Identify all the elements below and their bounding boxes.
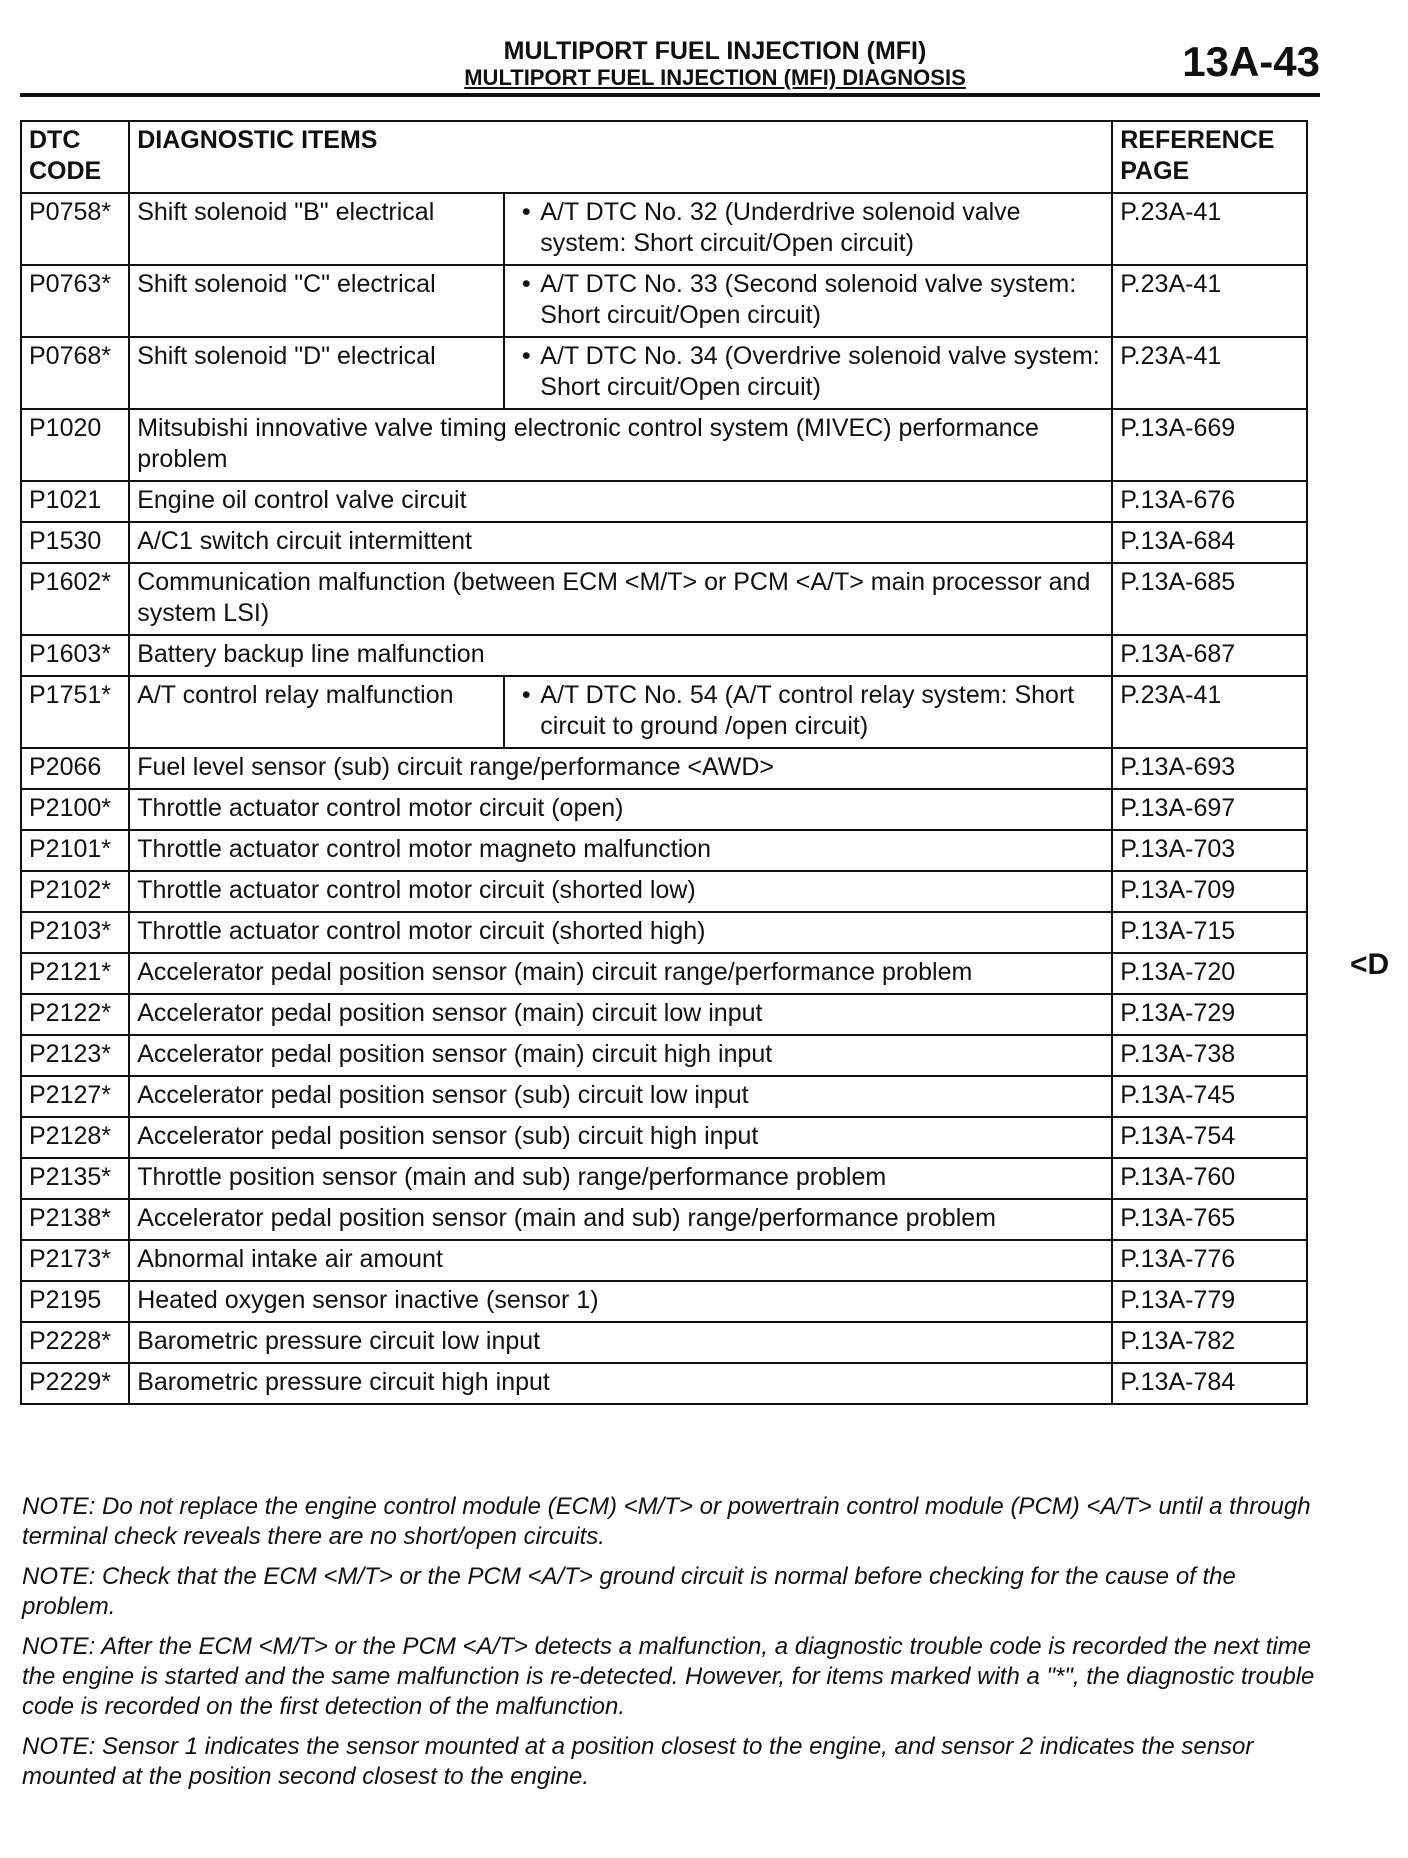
table-row (21, 953, 1307, 994)
table-row (21, 337, 1307, 409)
dtc-code-cell: P1021 (21, 481, 129, 522)
table-row (21, 193, 1307, 265)
diagnostic-item-cell: Abnormal intake air amount (129, 1240, 1112, 1281)
table-row (21, 994, 1307, 1035)
reference-page-cell: P.13A-709 (1112, 871, 1307, 912)
detail-cell (504, 265, 1112, 337)
page-subtitle: MULTIPORT FUEL INJECTION (MFI) DIAGNOSIS (464, 65, 966, 90)
table-row (21, 789, 1307, 830)
dtc-code-cell: P2228* (21, 1322, 129, 1363)
dtc-code-cell: P1602* (21, 563, 129, 635)
dtc-code-cell: P2127* (21, 1076, 129, 1117)
table-row (21, 912, 1307, 953)
detail-cell (504, 193, 1112, 265)
dtc-code-cell: P2100* (21, 789, 129, 830)
reference-page-cell: P.13A-703 (1112, 830, 1307, 871)
table-row (21, 1322, 1307, 1363)
page-title: MULTIPORT FUEL INJECTION (MFI) (503, 37, 927, 65)
diagnostic-item-cell: Communication malfunction (between ECM <M/T> or PCM <A/T> main processor and system LSI) (129, 563, 1112, 635)
reference-page-cell: P.13A-738 (1112, 1035, 1307, 1076)
bullet-glyph: • (521, 270, 531, 298)
diagnostic-item-cell: Throttle actuator control motor circuit (open) (129, 789, 1112, 830)
dtc-code-cell: P2102* (21, 871, 129, 912)
dtc-code-cell: P0758* (21, 193, 129, 265)
reference-page-cell: P.13A-693 (1112, 748, 1307, 789)
dtc-code-cell: P2173* (21, 1240, 129, 1281)
table-row (21, 676, 1307, 748)
bullet-glyph: • (521, 681, 531, 709)
header-titles (20, 36, 1320, 90)
reference-page-cell: P.23A-41 (1112, 193, 1307, 265)
header-diagnostic-items: DIAGNOSTIC ITEMS (129, 121, 1112, 193)
table-header-row (21, 121, 1307, 193)
note-text: NOTE: Do not replace the engine control module (ECM) <M/T> or powertrain control module (PCM) <A/T> until a through terminal check reveals there are no short/open circuits. (22, 1493, 1311, 1550)
bullet-line (512, 269, 1104, 331)
reference-page-cell: P.13A-776 (1112, 1240, 1307, 1281)
table-row (21, 265, 1307, 337)
reference-page-cell: P.13A-715 (1112, 912, 1307, 953)
detail-text: A/T DTC No. 32 (Underdrive solenoid valve system: Short circuit/Open circuit) (540, 198, 1021, 257)
diagnostic-item-cell: A/T control relay malfunction (129, 676, 504, 748)
diagnostic-item-cell: Shift solenoid "B" electrical (129, 193, 504, 265)
table-row (21, 1240, 1307, 1281)
dtc-code-cell: P2066 (21, 748, 129, 789)
detail-cell (504, 676, 1112, 748)
table-row (21, 1117, 1307, 1158)
dtc-code-cell: P2138* (21, 1199, 129, 1240)
table-row (21, 1035, 1307, 1076)
page-header (20, 36, 1320, 96)
dtc-code-cell: P0768* (21, 337, 129, 409)
reference-page-cell: P.13A-784 (1112, 1363, 1307, 1404)
dtc-code-cell: P1530 (21, 522, 129, 563)
header-reference-page: REFERENCE PAGE (1112, 121, 1307, 193)
dtc-code-cell: P2122* (21, 994, 129, 1035)
detail-text: A/T DTC No. 34 (Overdrive solenoid valve system: Short circuit/Open circuit) (540, 342, 1100, 401)
table-row (21, 748, 1307, 789)
diagnostic-item-cell: Accelerator pedal position sensor (main) circuit range/performance problem (129, 953, 1112, 994)
diagnostic-item-cell: Accelerator pedal position sensor (sub) circuit high input (129, 1117, 1112, 1158)
bullet-line (512, 680, 1104, 742)
header-dtc-code: DTC CODE (21, 121, 129, 193)
detail-text: A/T DTC No. 54 (A/T control relay system: Short circuit to ground /open circuit) (540, 681, 1075, 740)
table-row (21, 830, 1307, 871)
note-text: NOTE: Sensor 1 indicates the sensor mounted at a position closest to the engine, and sensor 2 indicates the sensor mounted at the position second closest to the engine. (22, 1733, 1254, 1790)
diagnostic-item-cell: Throttle actuator control motor circuit (shorted high) (129, 912, 1112, 953)
bullet-glyph: • (521, 198, 531, 226)
dtc-code-cell: P2101* (21, 830, 129, 871)
diagnostic-item-cell: Engine oil control valve circuit (129, 481, 1112, 522)
dtc-code-cell: P1751* (21, 676, 129, 748)
dtc-table (20, 120, 1308, 1405)
diagnostic-item-cell: Shift solenoid "C" electrical (129, 265, 504, 337)
note-text: NOTE: After the ECM <M/T> or the PCM <A/T> detects a malfunction, a diagnostic trouble code is recorded the next time the engine is started and the same malfunction is re-detected. However, for items marked with a "*", the diagnostic trouble code is recorded on the first detection of the malfunction. (22, 1633, 1315, 1720)
table-row (21, 1076, 1307, 1117)
reference-page-cell: P.13A-782 (1112, 1322, 1307, 1363)
diagnostic-item-cell: Barometric pressure circuit high input (129, 1363, 1112, 1404)
diagnostic-item-cell: Heated oxygen sensor inactive (sensor 1) (129, 1281, 1112, 1322)
table-row (21, 481, 1307, 522)
reference-page-cell: P.13A-687 (1112, 635, 1307, 676)
bullet-line (512, 341, 1104, 403)
bullet-line (512, 197, 1104, 259)
reference-page-cell: P.23A-41 (1112, 265, 1307, 337)
page-number: 13A-43 (1182, 38, 1320, 85)
diagnostic-item-cell: A/C1 switch circuit intermittent (129, 522, 1112, 563)
dtc-code-cell: P1603* (21, 635, 129, 676)
dtc-code-cell: P2128* (21, 1117, 129, 1158)
dtc-table-body (21, 193, 1307, 1404)
reference-page-cell: P.13A-685 (1112, 563, 1307, 635)
reference-page-cell: P.13A-676 (1112, 481, 1307, 522)
table-row (21, 409, 1307, 481)
note-text: NOTE: Check that the ECM <M/T> or the PCM <A/T> ground circuit is normal before checking for the cause of the problem. (22, 1563, 1236, 1620)
dtc-code-cell: P2229* (21, 1363, 129, 1404)
reference-page-cell: P.23A-41 (1112, 337, 1307, 409)
reference-page-cell: P.13A-669 (1112, 409, 1307, 481)
diagnostic-item-cell: Battery backup line malfunction (129, 635, 1112, 676)
diagnostic-item-cell: Barometric pressure circuit low input (129, 1322, 1112, 1363)
dtc-code-cell: P2103* (21, 912, 129, 953)
detail-text: A/T DTC No. 33 (Second solenoid valve system: Short circuit/Open circuit) (540, 270, 1077, 329)
bullet-glyph: • (521, 342, 531, 370)
table-row (21, 635, 1307, 676)
reference-page-cell: P.13A-684 (1112, 522, 1307, 563)
table-row (21, 522, 1307, 563)
reference-page-cell: P.13A-779 (1112, 1281, 1307, 1322)
reference-page-cell: P.13A-729 (1112, 994, 1307, 1035)
table-row (21, 563, 1307, 635)
reference-page-cell: P.13A-720 (1112, 953, 1307, 994)
notes-section (22, 1492, 1317, 1802)
diagnostic-item-cell: Accelerator pedal position sensor (main) circuit high input (129, 1035, 1112, 1076)
dtc-code-cell: P0763* (21, 265, 129, 337)
diagnostic-item-cell: Throttle actuator control motor magneto malfunction (129, 830, 1112, 871)
diagnostic-item-cell: Mitsubishi innovative valve timing electronic control system (MIVEC) performance problem (129, 409, 1112, 481)
dtc-code-cell: P2123* (21, 1035, 129, 1076)
reference-page-cell: P.13A-745 (1112, 1076, 1307, 1117)
diagnostic-item-cell: Accelerator pedal position sensor (main) circuit low input (129, 994, 1112, 1035)
diagnostic-item-cell: Throttle position sensor (main and sub) range/performance problem (129, 1158, 1112, 1199)
table-row (21, 1199, 1307, 1240)
dtc-code-cell: P2121* (21, 953, 129, 994)
reference-page-cell: P.13A-697 (1112, 789, 1307, 830)
diagnostic-item-cell: Accelerator pedal position sensor (main and sub) range/performance problem (129, 1199, 1112, 1240)
reference-page-cell: P.13A-754 (1112, 1117, 1307, 1158)
diagnostic-item-cell: Shift solenoid "D" electrical (129, 337, 504, 409)
diagnostic-item-cell: Fuel level sensor (sub) circuit range/performance <AWD> (129, 748, 1112, 789)
reference-page-cell: P.23A-41 (1112, 676, 1307, 748)
dtc-code-cell: P1020 (21, 409, 129, 481)
dtc-code-cell: P2195 (21, 1281, 129, 1322)
table-row (21, 1363, 1307, 1404)
dtc-code-cell: P2135* (21, 1158, 129, 1199)
diagnostic-item-cell: Accelerator pedal position sensor (sub) circuit low input (129, 1076, 1112, 1117)
table-row (21, 1158, 1307, 1199)
table-row (21, 871, 1307, 912)
table-row (21, 1281, 1307, 1322)
detail-cell (504, 337, 1112, 409)
diagnostic-item-cell: Throttle actuator control motor circuit (shorted low) (129, 871, 1112, 912)
reference-page-cell: P.13A-760 (1112, 1158, 1307, 1199)
reference-page-cell: P.13A-765 (1112, 1199, 1307, 1240)
header-rule (20, 93, 1320, 97)
cropped-side-text: <D (1350, 948, 1390, 981)
